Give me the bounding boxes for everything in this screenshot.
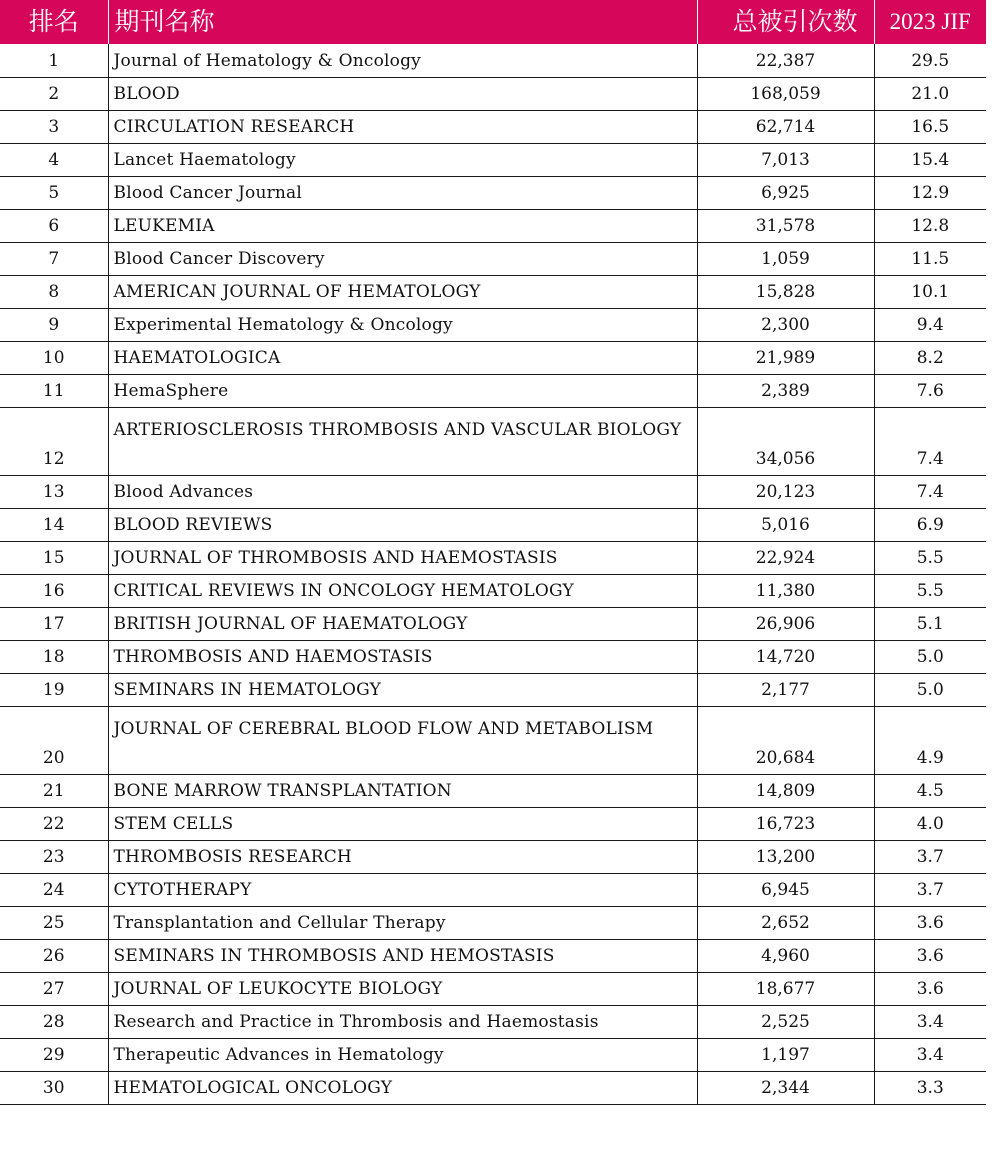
rank-cell: 7 — [0, 242, 108, 275]
jif-cell: 15.4 — [874, 143, 986, 176]
table-row — [0, 939, 986, 972]
jif-cell: 12.9 — [874, 176, 986, 209]
journal-name-cell: Journal of Hematology & Oncology — [108, 44, 697, 77]
journal-name-cell: BRITISH JOURNAL OF HAEMATOLOGY — [108, 607, 697, 640]
table-row — [0, 1071, 986, 1104]
jif-cell: 5.1 — [874, 607, 986, 640]
rank-cell: 4 — [0, 143, 108, 176]
table-row — [0, 508, 986, 541]
rank-cell: 20 — [0, 706, 108, 774]
jif-cell: 8.2 — [874, 341, 986, 374]
journal-name-cell: ARTERIOSCLEROSIS THROMBOSIS AND VASCULAR BIOLOGY — [108, 407, 697, 475]
journal-name-cell: JOURNAL OF CEREBRAL BLOOD FLOW AND METABOLISM — [108, 706, 697, 774]
journal-name-cell: LEUKEMIA — [108, 209, 697, 242]
rank-cell: 24 — [0, 873, 108, 906]
citations-cell: 2,652 — [697, 906, 874, 939]
journal-name-cell: Blood Advances — [108, 475, 697, 508]
rank-cell: 19 — [0, 673, 108, 706]
table-row — [0, 607, 986, 640]
jif-cell: 10.1 — [874, 275, 986, 308]
journal-name-cell: CYTOTHERAPY — [108, 873, 697, 906]
table-row — [0, 110, 986, 143]
citations-cell: 4,960 — [697, 939, 874, 972]
citations-cell: 2,300 — [697, 308, 874, 341]
citations-cell: 2,525 — [697, 1005, 874, 1038]
journal-name-cell: HEMATOLOGICAL ONCOLOGY — [108, 1071, 697, 1104]
jif-cell: 3.7 — [874, 840, 986, 873]
table-row — [0, 972, 986, 1005]
jif-cell: 5.5 — [874, 541, 986, 574]
journal-name-cell: SEMINARS IN HEMATOLOGY — [108, 673, 697, 706]
rank-cell: 23 — [0, 840, 108, 873]
jif-cell: 4.9 — [874, 706, 986, 774]
journal-name-cell: Transplantation and Cellular Therapy — [108, 906, 697, 939]
table-row — [0, 176, 986, 209]
rank-cell: 3 — [0, 110, 108, 143]
citations-cell: 21,989 — [697, 341, 874, 374]
jif-cell: 9.4 — [874, 308, 986, 341]
rank-cell: 28 — [0, 1005, 108, 1038]
journal-name-cell: THROMBOSIS AND HAEMOSTASIS — [108, 640, 697, 673]
journal-name-cell: BLOOD — [108, 77, 697, 110]
citations-cell: 7,013 — [697, 143, 874, 176]
rank-cell: 25 — [0, 906, 108, 939]
jif-cell: 11.5 — [874, 242, 986, 275]
journal-name-cell: STEM CELLS — [108, 807, 697, 840]
jif-cell: 3.3 — [874, 1071, 986, 1104]
rank-cell: 9 — [0, 308, 108, 341]
citations-cell: 31,578 — [697, 209, 874, 242]
journal-name-cell: HAEMATOLOGICA — [108, 341, 697, 374]
jif-cell: 5.0 — [874, 673, 986, 706]
table-row — [0, 341, 986, 374]
citations-cell: 1,059 — [697, 242, 874, 275]
jif-cell: 4.0 — [874, 807, 986, 840]
citations-cell: 15,828 — [697, 275, 874, 308]
journal-name-cell: Blood Cancer Journal — [108, 176, 697, 209]
journal-name-cell: JOURNAL OF LEUKOCYTE BIOLOGY — [108, 972, 697, 1005]
jif-cell: 5.0 — [874, 640, 986, 673]
table-row — [0, 673, 986, 706]
rank-cell: 1 — [0, 44, 108, 77]
rank-cell: 12 — [0, 407, 108, 475]
table-row — [0, 807, 986, 840]
rank-cell: 22 — [0, 807, 108, 840]
rank-cell: 16 — [0, 574, 108, 607]
table-row — [0, 574, 986, 607]
rank-cell: 13 — [0, 475, 108, 508]
table-row — [0, 1005, 986, 1038]
journal-name-cell: JOURNAL OF THROMBOSIS AND HAEMOSTASIS — [108, 541, 697, 574]
jif-cell: 3.6 — [874, 906, 986, 939]
table-row — [0, 906, 986, 939]
jif-cell: 7.4 — [874, 407, 986, 475]
table-row — [0, 1038, 986, 1071]
citations-cell: 11,380 — [697, 574, 874, 607]
table-row — [0, 77, 986, 110]
citations-cell: 6,925 — [697, 176, 874, 209]
jif-cell: 3.4 — [874, 1038, 986, 1071]
table-row — [0, 873, 986, 906]
table-row — [0, 143, 986, 176]
header-jif: 2023 JIF — [874, 0, 986, 44]
citations-cell: 14,809 — [697, 774, 874, 807]
citations-cell: 20,123 — [697, 475, 874, 508]
header-row — [0, 0, 986, 44]
citations-cell: 2,389 — [697, 374, 874, 407]
journal-name-cell: Lancet Haematology — [108, 143, 697, 176]
table-row — [0, 242, 986, 275]
table-row — [0, 706, 986, 774]
table-row — [0, 840, 986, 873]
header-rank: 排名 — [0, 0, 108, 44]
journal-name-cell: AMERICAN JOURNAL OF HEMATOLOGY — [108, 275, 697, 308]
rank-cell: 15 — [0, 541, 108, 574]
table-row — [0, 275, 986, 308]
journal-name-cell: BLOOD REVIEWS — [108, 508, 697, 541]
rank-cell: 18 — [0, 640, 108, 673]
jif-cell: 3.6 — [874, 972, 986, 1005]
citations-cell: 13,200 — [697, 840, 874, 873]
rank-cell: 17 — [0, 607, 108, 640]
rank-cell: 2 — [0, 77, 108, 110]
citations-cell: 1,197 — [697, 1038, 874, 1071]
journal-name-cell: BONE MARROW TRANSPLANTATION — [108, 774, 697, 807]
journal-name-cell: THROMBOSIS RESEARCH — [108, 840, 697, 873]
jif-cell: 3.6 — [874, 939, 986, 972]
jif-cell: 5.5 — [874, 574, 986, 607]
journal-name-cell: Blood Cancer Discovery — [108, 242, 697, 275]
jif-cell: 7.6 — [874, 374, 986, 407]
table-row — [0, 774, 986, 807]
rank-cell: 14 — [0, 508, 108, 541]
citations-cell: 62,714 — [697, 110, 874, 143]
rank-cell: 5 — [0, 176, 108, 209]
jif-cell: 7.4 — [874, 475, 986, 508]
citations-cell: 2,177 — [697, 673, 874, 706]
jif-cell: 12.8 — [874, 209, 986, 242]
jif-cell: 29.5 — [874, 44, 986, 77]
rank-cell: 26 — [0, 939, 108, 972]
jif-cell: 3.7 — [874, 873, 986, 906]
citations-cell: 22,924 — [697, 541, 874, 574]
citations-cell: 26,906 — [697, 607, 874, 640]
table-row — [0, 374, 986, 407]
table-row — [0, 209, 986, 242]
citations-cell: 16,723 — [697, 807, 874, 840]
citations-cell: 6,945 — [697, 873, 874, 906]
citations-cell: 22,387 — [697, 44, 874, 77]
jif-cell: 3.4 — [874, 1005, 986, 1038]
rank-cell: 10 — [0, 341, 108, 374]
citations-cell: 2,344 — [697, 1071, 874, 1104]
journal-name-cell: Research and Practice in Thrombosis and Haemostasis — [108, 1005, 697, 1038]
rank-cell: 8 — [0, 275, 108, 308]
table-row — [0, 640, 986, 673]
jif-cell: 6.9 — [874, 508, 986, 541]
citations-cell: 34,056 — [697, 407, 874, 475]
header-total-citations: 总被引次数 — [697, 0, 874, 44]
citations-cell: 168,059 — [697, 77, 874, 110]
rank-cell: 30 — [0, 1071, 108, 1104]
rank-cell: 27 — [0, 972, 108, 1005]
jif-cell: 4.5 — [874, 774, 986, 807]
journal-name-cell: CIRCULATION RESEARCH — [108, 110, 697, 143]
journal-name-cell: SEMINARS IN THROMBOSIS AND HEMOSTASIS — [108, 939, 697, 972]
journal-name-cell: CRITICAL REVIEWS IN ONCOLOGY HEMATOLOGY — [108, 574, 697, 607]
rank-cell: 29 — [0, 1038, 108, 1071]
jif-cell: 16.5 — [874, 110, 986, 143]
header-journal-name: 期刊名称 — [108, 0, 697, 44]
rank-cell: 11 — [0, 374, 108, 407]
table-row — [0, 308, 986, 341]
journal-name-cell: Experimental Hematology & Oncology — [108, 308, 697, 341]
rank-cell: 6 — [0, 209, 108, 242]
citations-cell: 14,720 — [697, 640, 874, 673]
journal-name-cell: HemaSphere — [108, 374, 697, 407]
table-row — [0, 44, 986, 77]
jif-cell: 21.0 — [874, 77, 986, 110]
table-row — [0, 475, 986, 508]
citations-cell: 18,677 — [697, 972, 874, 1005]
table-row — [0, 541, 986, 574]
rank-cell: 21 — [0, 774, 108, 807]
journal-name-cell: Therapeutic Advances in Hematology — [108, 1038, 697, 1071]
table-row — [0, 407, 986, 475]
citations-cell: 5,016 — [697, 508, 874, 541]
citations-cell: 20,684 — [697, 706, 874, 774]
